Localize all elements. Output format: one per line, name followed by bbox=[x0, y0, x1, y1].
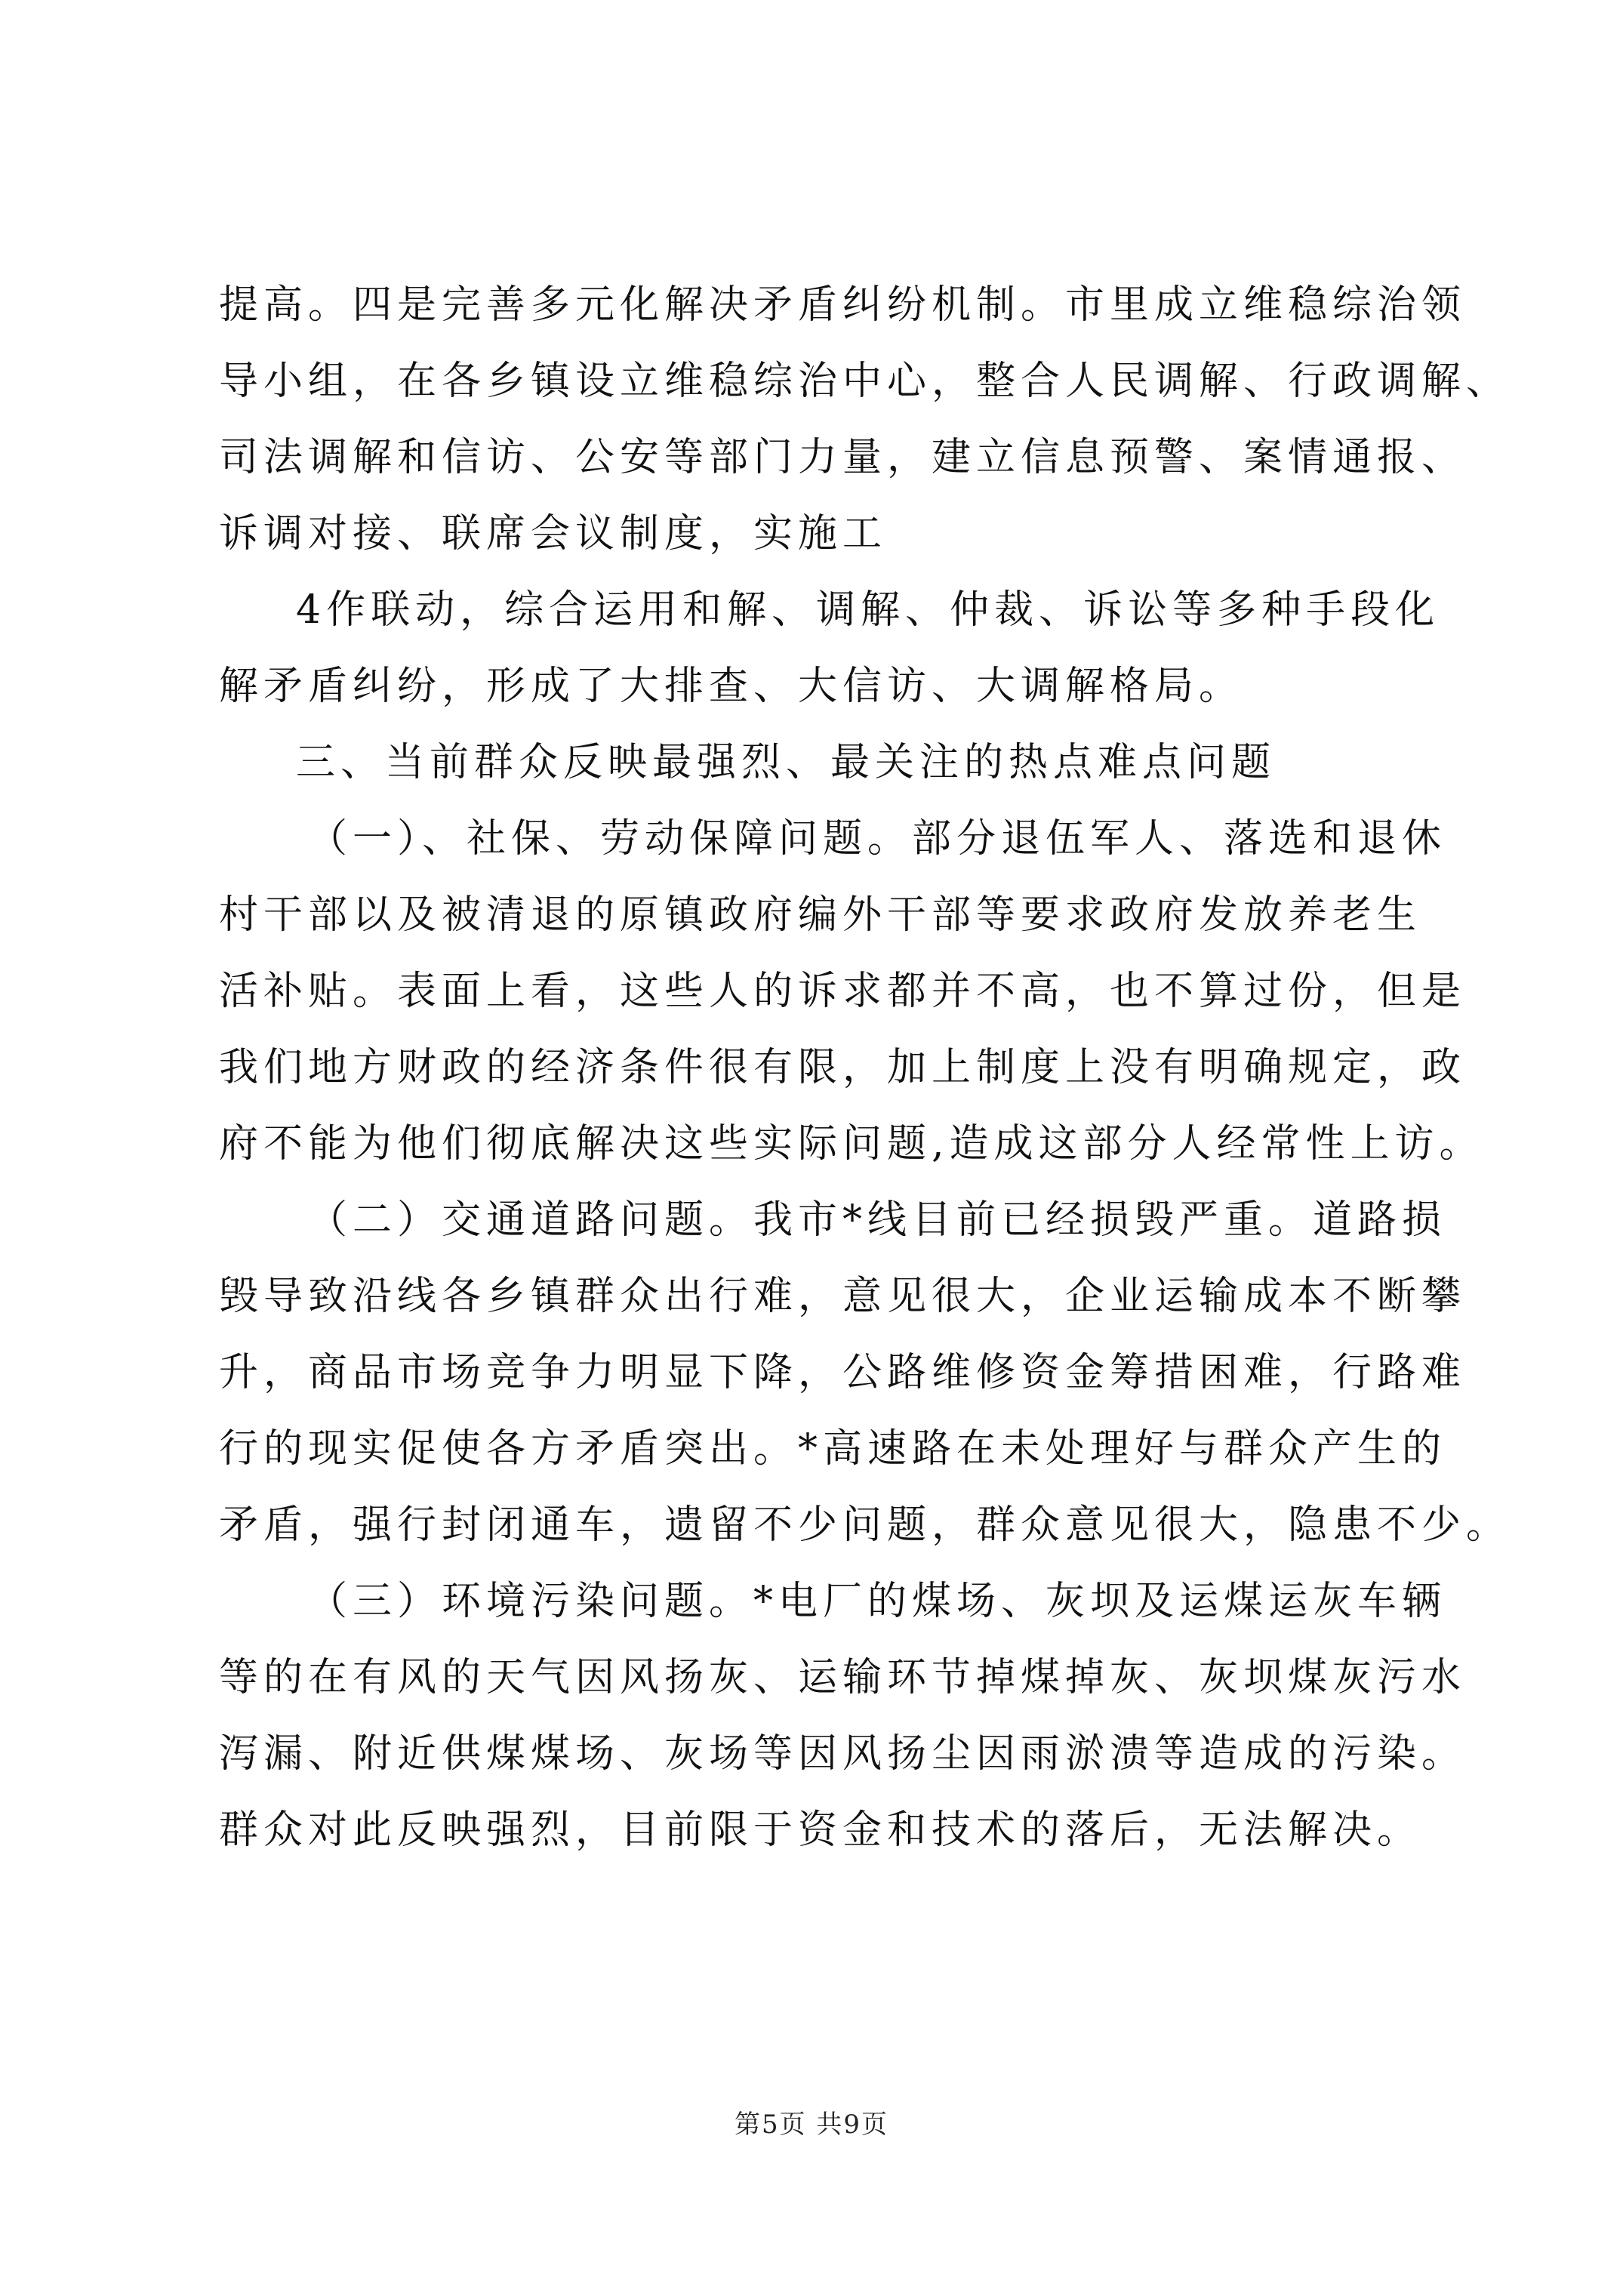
text-line: （三）环境污染问题。*电厂的煤场、灰坝及运煤运灰车辆 bbox=[308, 1579, 1447, 1624]
text-line: 群众对此反映强烈，目前限于资金和技术的落后，无法解决。 bbox=[219, 1808, 1422, 1853]
text-line: 诉调对接、联席会议制度，实施工 bbox=[219, 511, 888, 556]
text-line: 我们地方财政的经济条件很有限，加上制度上没有明确规定，政 bbox=[219, 1045, 1467, 1090]
text-line: 行的现实促使各方矛盾突出。*高速路在未处理好与群众产生的 bbox=[219, 1426, 1447, 1472]
text-line: 4作联动，综合运用和解、调解、仲裁、诉讼等多种手段化 bbox=[296, 587, 1440, 633]
text-line: （二）交通道路问题。我市*线目前已经损毁严重。道路损 bbox=[308, 1197, 1447, 1243]
text-line: 等的在有风的天气因风扬灰、运输环节掉煤掉灰、灰坝煤灰污水 bbox=[219, 1655, 1467, 1700]
section-heading: 三、当前群众反映最强烈、最关注的热点难点问题 bbox=[296, 740, 1277, 785]
text-line: 解矛盾纠纷，形成了大排查、大信访、大调解格局。 bbox=[219, 664, 1244, 709]
text-line: 泻漏、附近供煤煤场、灰场等因风扬尘因雨淤溃等造成的污染。 bbox=[219, 1731, 1467, 1777]
text-line: 提高。四是完善多元化解决矛盾纠纷机制。市里成立维稳综治领 bbox=[219, 282, 1467, 328]
page-footer: 第5页 共9页 bbox=[734, 2110, 889, 2140]
text-line: 导小组，在各乡镇设立维稳综治中心，整合人民调解、行政调解、 bbox=[219, 359, 1511, 404]
text-line: 矛盾，强行封闭通车，遗留不少问题，群众意见很大，隐患不少。 bbox=[219, 1502, 1511, 1548]
text-line: 村干部以及被清退的原镇政府编外干部等要求政府发放养老生 bbox=[219, 892, 1422, 938]
text-line: 活补贴。表面上看，这些人的诉求都并不高，也不算过份，但是 bbox=[219, 969, 1467, 1014]
text-line: 升，商品市场竞争力明显下降，公路维修资金筹措困难，行路难 bbox=[219, 1350, 1467, 1395]
text-line: （一）、社保、劳动保障问题。部分退伍军人、落选和退休 bbox=[308, 816, 1447, 861]
text-line: 毁导致沿线各乡镇群众出行难，意见很大，企业运输成本不断攀 bbox=[219, 1274, 1467, 1319]
text-line: 司法调解和信访、公安等部门力量，建立信息预警、案情通报、 bbox=[219, 435, 1467, 480]
text-line: 府不能为他们彻底解决这些实际问题,造成这部分人经常性上访。 bbox=[219, 1121, 1484, 1166]
